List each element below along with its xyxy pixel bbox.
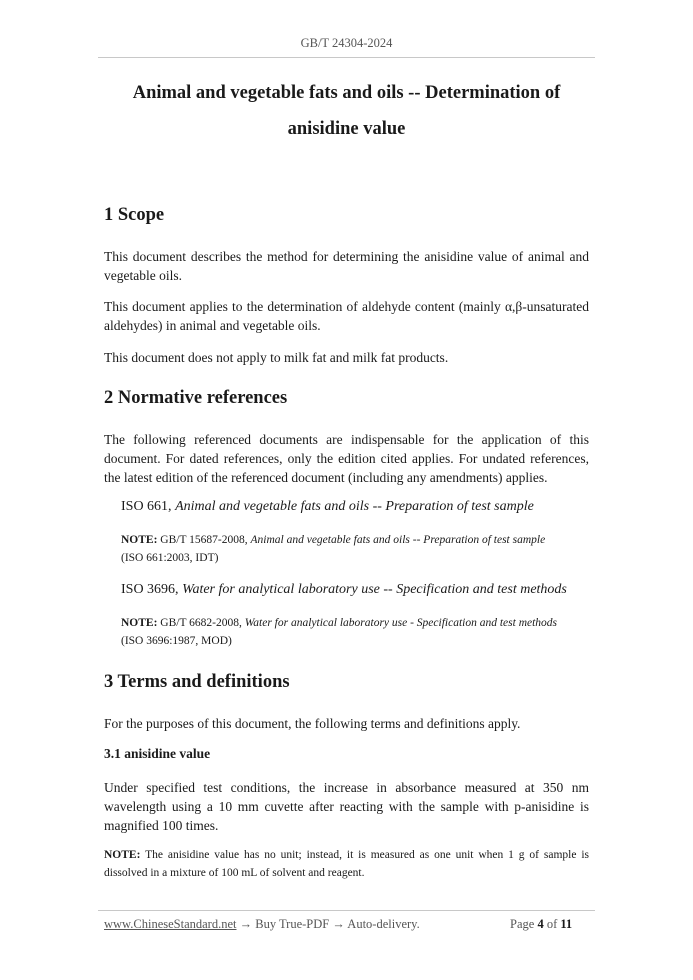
document-title-line2: anisidine value	[287, 119, 406, 139]
note-tail: (ISO 3696:1987, MOD)	[121, 635, 232, 647]
term-heading-anisidine-value: 3.1 anisidine value	[104, 746, 211, 761]
footer-promo-text: → Buy True-PDF → Auto-delivery.	[236, 917, 420, 931]
term-note	[104, 846, 589, 882]
footer-promo	[104, 917, 420, 932]
section-heading-terms: 3 Terms and definitions	[104, 672, 290, 692]
reference-item-iso-661	[121, 499, 591, 515]
section-heading-normative-references: 2 Normative references	[104, 388, 288, 408]
footer-divider	[98, 910, 595, 911]
note-title: Animal and vegetable fats and oils -- Preparation of test sample	[250, 534, 546, 546]
document-title-line1: Animal and vegetable fats and oils -- Determination of	[132, 83, 561, 103]
page-header-doc-id: GB/T 24304-2024	[300, 36, 393, 50]
reference-title: Water for analytical laboratory use -- Specification and test methods	[182, 582, 567, 597]
note-label: NOTE:	[104, 849, 141, 861]
reference-note-iso-3696	[121, 614, 589, 650]
scope-paragraph-2: This document applies to the determination of aldehyde content (mainly α,β-unsaturated aldehydes) in animal and vegetable oils.	[104, 299, 589, 333]
note-label: NOTE:	[121, 534, 158, 546]
normative-intro-paragraph: The following referenced documents are indispensable for the application of this document. For dated references, only the edition cited applies. For undated references, the latest edition of the referenced document (including any amendments) applies.	[104, 432, 589, 485]
note-code: GB/T 15687-2008,	[157, 534, 251, 546]
page-of-label: of	[543, 917, 561, 931]
note-code: GB/T 6682-2008,	[157, 617, 245, 629]
reference-item-iso-3696	[121, 582, 591, 598]
term-definition: Under specified test conditions, the increase in absorbance measured at 350 nm wavelength using a 10 mm cuvette after reacting with the sample with p-anisidine is magnified 100 times.	[104, 780, 589, 833]
reference-code: ISO 3696,	[121, 582, 183, 597]
note-tail: (ISO 661:2003, IDT)	[121, 552, 219, 564]
page-total: 11	[560, 917, 573, 931]
scope-paragraph-3: This document does not apply to milk fat and milk fat products.	[104, 350, 449, 365]
note-text: The anisidine value has no unit; instead, it is measured as one unit when 1 g of sample is dissolved in a mixture of 100 mL of solvent and reagent.	[104, 849, 589, 879]
page-label: Page	[510, 917, 538, 931]
note-label: NOTE:	[121, 617, 158, 629]
terms-intro-paragraph: For the purposes of this document, the following terms and definitions apply.	[104, 716, 521, 731]
section-heading-scope: 1 Scope	[104, 205, 165, 225]
site-link[interactable]: www.ChineseStandard.net	[104, 917, 237, 931]
note-title: Water for analytical laboratory use - Specification and test methods	[244, 617, 558, 629]
reference-code: ISO 661,	[121, 499, 176, 514]
reference-title: Animal and vegetable fats and oils -- Preparation of test sample	[175, 499, 534, 514]
reference-note-iso-661	[121, 531, 589, 567]
page-current: 4	[537, 917, 544, 931]
scope-paragraph-1: This document describes the method for determining the anisidine value of animal and vegetable oils.	[104, 249, 589, 283]
page-number	[510, 917, 572, 932]
header-divider	[98, 57, 595, 58]
